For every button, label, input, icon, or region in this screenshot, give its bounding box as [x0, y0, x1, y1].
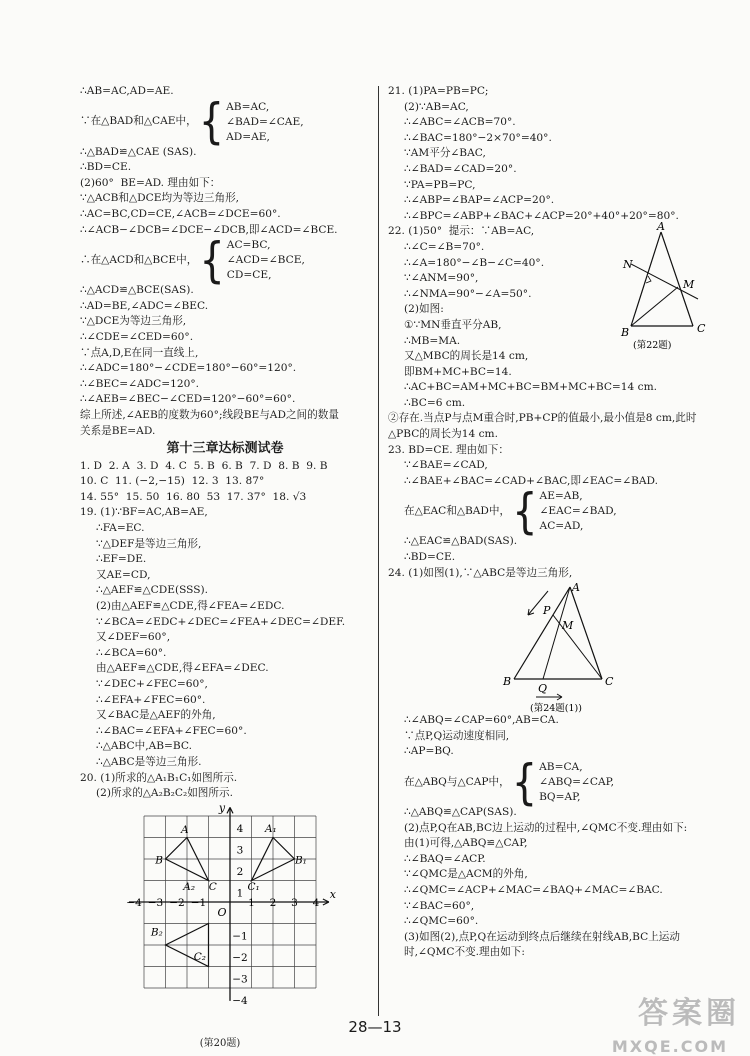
text-line: ∴∠CDE=∠CED=60°.	[80, 330, 194, 343]
x-tick-label: 2	[269, 896, 277, 909]
label-C1: C₁	[247, 880, 260, 893]
text-line: ∴∠A=180°−∠B−∠C=40°.	[404, 256, 545, 269]
label-B: B	[503, 675, 512, 689]
text-line: ∴BD=CE.	[80, 161, 132, 174]
text-line: ∴△ABC是等边三角形.	[96, 755, 202, 768]
text-line: 21. (1)PA=PB=PC;	[388, 85, 489, 97]
text-line: ∴∠ABC=∠ACB=70°.	[404, 116, 516, 129]
label-P: P	[543, 604, 551, 618]
text-line: ∠ACD=∠BCE,	[226, 254, 305, 267]
text-line: 关系是BE=AD.	[80, 424, 156, 437]
text-line: 22. (1)50° 提示：∵AB=AC,	[388, 225, 535, 238]
text-line: AC=AD,	[539, 520, 584, 533]
brace-block-4: 在△ABQ与△CAP中， { AB=CA, ∠ABQ=∠CAP, BQ=AP,	[404, 754, 614, 811]
figure-20-caption: (第20题)	[199, 1037, 241, 1049]
label-B1: B₁	[294, 854, 307, 867]
label-Q: Q	[538, 682, 548, 696]
label-A1: A₁	[264, 822, 277, 835]
text-line: BQ=AP,	[539, 791, 581, 803]
text-line: ∴∠BCA=60°.	[96, 646, 167, 659]
text-line: AC=BC,	[226, 239, 271, 252]
text-line: AB=AC,	[226, 100, 270, 113]
text-line: CD=CE,	[226, 269, 272, 282]
text-line: 综上所述,∠AEB的度数为60°;线段BE与AD之间的数量	[80, 408, 339, 421]
column-divider	[378, 86, 379, 1016]
x-tick-label: −1	[190, 896, 207, 909]
text-line: ∴△ACD≌△BCE(SAS).	[80, 284, 194, 297]
label-A: A	[572, 581, 580, 595]
x-axis-label: x	[329, 887, 337, 901]
text-line: ∴△ABQ≌△CAP(SAS).	[404, 806, 517, 818]
brace-prefix: ∴在△ACD和△BCE中，	[80, 253, 198, 266]
watermark-logo-text: 答案圈	[638, 996, 740, 1031]
text-line: AD=AE,	[226, 130, 270, 143]
text-line: ∴∠BAE+∠BAC=∠CAD+∠BAC,即∠EAC=∠BAD.	[404, 474, 658, 487]
text-line: ∵∠QMC是△ACM的外角,	[404, 868, 528, 881]
label-M: M	[683, 278, 695, 292]
y-tick-label: 1	[236, 887, 244, 900]
text-line: 即BM+MC+BC=14.	[404, 365, 512, 378]
text-line: ∴AB=AC,AD=AE.	[80, 85, 174, 97]
figure-24-1	[498, 581, 638, 713]
text-line: ∴∠BAC=∠EFA+∠FEC=60°.	[96, 724, 247, 737]
text-line: 14. 55° 15. 50 16. 80 53 17. 37° 18. √3	[80, 490, 307, 503]
text-line: (2)如图:	[404, 303, 444, 316]
text-line: AB=CA,	[539, 761, 583, 773]
text-line: ∵AM平分∠BAC,	[404, 147, 486, 160]
watermark-url: MXQE.COM	[611, 1037, 728, 1056]
y-tick-label: −1	[232, 930, 248, 943]
x-tick-label: −3	[147, 896, 164, 909]
x-tick-label: 4	[312, 896, 320, 909]
x-tick-label: −2	[169, 896, 185, 909]
x-tick-label: 1	[248, 896, 255, 909]
page-number: 28—13	[348, 1018, 402, 1036]
text-line: ∴△AEF≌△CDE(SSS).	[96, 584, 209, 597]
text-line: ∵PA=PB=PC,	[404, 178, 476, 191]
text-line: ∴∠NMA=90°−∠A=50°.	[404, 287, 532, 300]
y-tick-label: −4	[232, 994, 248, 1007]
text-line: ∴∠BAQ=∠ACP.	[404, 852, 486, 865]
figure-22	[603, 220, 713, 352]
text-line: 23. BD=CE. 理由如下：	[388, 443, 509, 456]
brace-block-1: ∵在△BAD和△CAE中， { AB=AC, ∠BAD=∠CAE, AD=AE,	[80, 94, 304, 150]
q22-part2: ②存在.当点P与点M重合时,PB+CP的值最小,最小值是8 cm,此时△PBC的周长为14 cm.	[388, 412, 697, 441]
x-tick-label: 3	[291, 896, 298, 909]
text-line: ∵∠DEC+∠FEC=60°,	[96, 678, 208, 690]
text-line: ∴∠BAD=∠CAD=20°.	[404, 162, 517, 175]
text-line: ∴AC+BC=AM+MC+BC=BM+MC+BC=14 cm.	[404, 381, 657, 394]
text-line: ∠BAD=∠CAE,	[226, 115, 304, 128]
text-line: ∴AD=BE,∠ADC=∠BEC.	[80, 299, 209, 312]
text-line: ∴∠ADC=180°−∠CDE=180°−60°=120°.	[80, 362, 297, 375]
x-tick-label: −4	[126, 896, 142, 909]
text-line: ∴FA=EC.	[96, 522, 145, 535]
text-line: ∴△EAC≌△BAD(SAS).	[404, 535, 518, 548]
origin-label: O	[217, 905, 227, 919]
y-tick-label: −3	[232, 973, 248, 986]
text-line: 又∠DEF=60°,	[96, 631, 171, 644]
label-B: B	[621, 326, 630, 340]
text-line: ∵∠BAC=60°,	[404, 899, 475, 912]
text-line: ∴∠QMC=60°.	[404, 915, 479, 928]
label-M: M	[562, 619, 574, 633]
text-line: ∴∠C=∠B=70°.	[404, 240, 485, 253]
left-column	[80, 84, 370, 1051]
y-tick-label: −2	[232, 951, 248, 964]
figure-24-caption: (第24题(1))	[530, 703, 582, 715]
text-line: ∠ABQ=∠CAP,	[539, 776, 614, 788]
text-line: ∠EAC=∠BAD,	[539, 505, 617, 518]
text-line: ∵△ACB和△DCE均为等边三角形,	[80, 192, 240, 205]
text-line: (2)∵AB=AC,	[404, 100, 469, 113]
brace-prefix: ∵在△BAD和△CAE中，	[80, 115, 197, 128]
text-line: ∴BC=6 cm.	[404, 396, 466, 409]
text-line: ∴AC=BC,CD=CE,∠ACB=∠DCE=60°.	[80, 207, 281, 220]
text-line: ∴∠ACB−∠DCB=∠DCE−∠DCB,即∠ACD=∠BCE.	[80, 223, 338, 236]
text-line: ∴△ABC中,AB=BC.	[96, 740, 192, 753]
text-line: AE=AB,	[539, 490, 583, 503]
text-line: ∵∠ANM=90°,	[404, 272, 479, 285]
section-title: 第十三章达标测试卷	[166, 441, 284, 457]
text-line: 24. (1)如图(1),∵△ABC是等边三角形,	[388, 566, 573, 579]
q24-part3: (3)如图(2),点P,Q在运动到终点后继续在射线AB,BC上运动时,∠QMC不变.理由如下:	[404, 930, 680, 959]
label-A: A	[181, 823, 189, 836]
text-line: ∵点A,D,E在同一直线上,	[80, 346, 199, 359]
text-line: 19. (1)∵BF=AC,AB=AE,	[80, 506, 208, 519]
right-column	[388, 84, 713, 961]
text-line: ∴∠ABP=∠BAP=∠ACP=20°.	[404, 194, 555, 207]
q24-part2: (2)点P,Q在AB,BC边上运动的过程中,∠QMC不变.理由如下:	[404, 821, 688, 834]
y-axis-label: y	[218, 801, 226, 815]
text-line: (2)由△AEF≌△CDE,得∠FEA=∠EDC.	[96, 600, 285, 613]
text-line: 10. C 11. (−2,−15) 12. 3 13. 87°	[80, 475, 265, 488]
text-line: ∴EF=DE.	[96, 553, 147, 566]
y-tick-label: 4	[236, 822, 244, 835]
y-tick-label: 2	[236, 865, 244, 878]
text-line: ∴AP=BQ.	[404, 745, 454, 758]
text-line: 由△AEF≌△CDE,得∠EFA=∠DEC.	[96, 662, 269, 675]
text-line: 20. (1)所求的△A₁B₁C₁如图所示.	[80, 771, 238, 784]
figure-22-caption: (第22题)	[633, 340, 672, 352]
text-line: (2)所求的△A₂B₂C₂如图所示.	[96, 787, 233, 800]
brace-block-3: 在△EAC和△BAD中， { AE=AB, ∠EAC=∠BAD, AC=AD,	[404, 484, 617, 540]
text-line: ∵点P,Q运动速度相同,	[404, 729, 510, 742]
text-line: ∴∠EFA+∠FEC=60°.	[96, 693, 206, 706]
text-line: ∴△BAD≌△CAE (SAS).	[80, 145, 197, 158]
text-line: ∴∠BAC=180°−2×70°=40°.	[404, 131, 552, 144]
label-B2: B₂	[150, 926, 163, 939]
label-A2: A₂	[183, 880, 196, 893]
text-line: 又∠BAC是△AEF的外角,	[96, 709, 216, 722]
text-line: ∵∠BAE=∠CAD,	[404, 459, 488, 472]
label-C: C	[605, 675, 614, 689]
text-line: ∴∠ABQ=∠CAP=60°,AB=CA.	[404, 714, 559, 727]
text-line: ∵△DCE为等边三角形,	[80, 315, 187, 328]
figure-20-grid	[126, 801, 337, 1036]
text-line: ∵△DEF是等边三角形,	[96, 537, 202, 550]
label-C2: C₂	[193, 950, 207, 963]
text-line: 由(1)可得,△ABQ≌△CAP,	[404, 837, 528, 850]
text-line: ∴MB=MA.	[404, 334, 461, 347]
text-line: 又△MBC的周长是14 cm,	[404, 350, 529, 363]
text-line: 1. D 2. A 3. D 4. C 5. B 6. B 7. D 8. B 9. B	[80, 459, 328, 472]
brace-prefix: 在△ABQ与△CAP中，	[404, 775, 510, 788]
brace-prefix: 在△EAC和△BAD中，	[404, 505, 511, 518]
label-C: C	[697, 322, 706, 336]
text-line: ∴BD=CE.	[404, 551, 456, 564]
label-C: C	[208, 880, 217, 893]
text-line: ∴∠BEC=∠ADC=120°.	[80, 377, 200, 390]
label-A: A	[657, 220, 665, 234]
text-line: ∴∠BPC=∠ABP+∠BAC+∠ACP=20°+40°+20°=80°.	[404, 209, 679, 222]
text-line: 又AE=CD,	[96, 568, 151, 581]
text-line: ∴∠QMC=∠ACP+∠MAC=∠BAQ+∠MAC=∠BAC.	[404, 883, 663, 896]
text-line: ①∵MN垂直平分AB,	[404, 318, 502, 331]
text-line: ∵∠BCA=∠EDC+∠DEC=∠FEA+∠DEC=∠DEF.	[96, 615, 346, 628]
text-line: ∴∠AEB=∠BEC−∠CED=120°−60°=60°.	[80, 393, 296, 406]
y-tick-label: 3	[236, 844, 244, 857]
brace-block-2: ∴在△ACD和△BCE中， { AC=BC, ∠ACD=∠BCE, CD=CE,	[80, 233, 305, 289]
label-B: B	[155, 854, 163, 867]
label-N: N	[623, 258, 633, 272]
text-line: (2)60° BE=AD. 理由如下：	[80, 176, 221, 189]
